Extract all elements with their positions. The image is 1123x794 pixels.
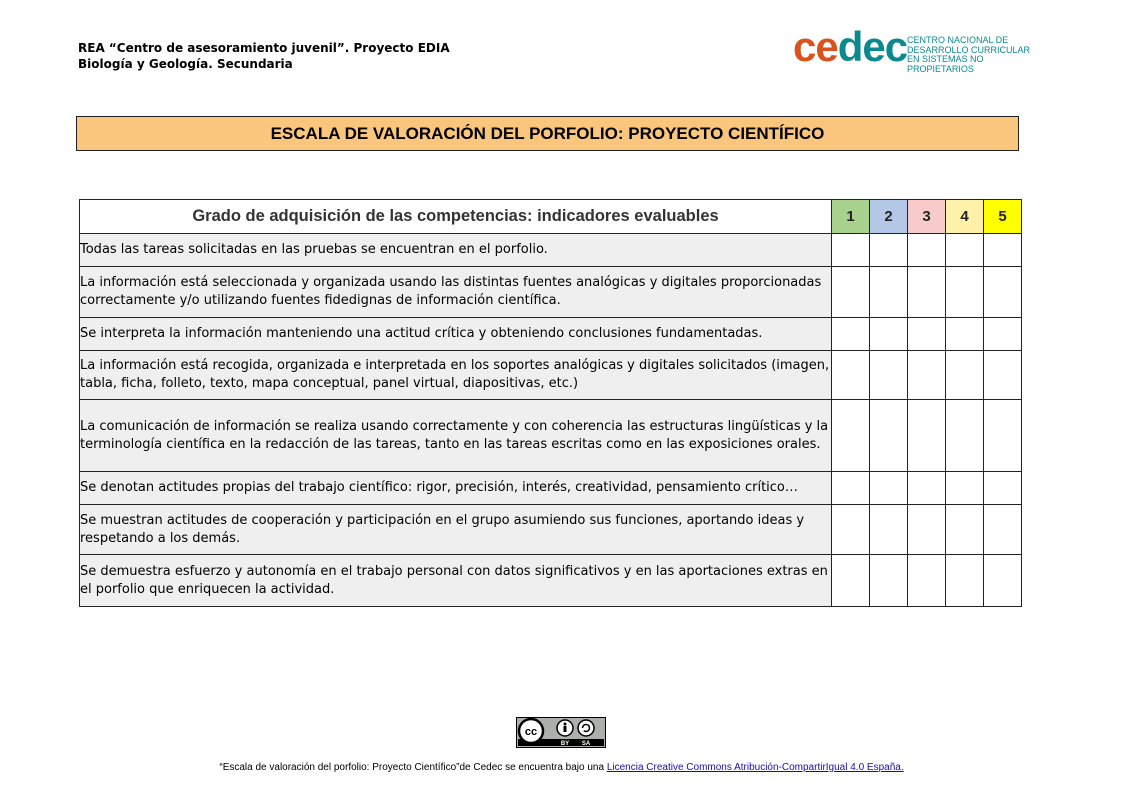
score-cell-2[interactable] [870,351,908,400]
score-cell-3[interactable] [908,318,946,351]
score-cell-5[interactable] [984,351,1022,400]
score-cell-5[interactable] [984,505,1022,555]
indicator-text: Se demuestra esfuerzo y autonomía en el trabajo personal con datos significativos y en las aportaciones extras en el porfolio que enriquecen la actividad. [80,555,832,607]
score-cell-1[interactable] [832,400,870,472]
score-cell-4[interactable] [946,267,984,318]
score-cell-2[interactable] [870,555,908,607]
table-row [80,318,1022,351]
indicator-text: La información está seleccionada y organizada usando las distintas fuentes analógicas y digitales proporcionadas correctamente y/o utilizando fuentes fidedignas de información científica. [80,267,832,318]
score-cell-5[interactable] [984,472,1022,505]
license-link[interactable]: Licencia Creative Commons Atribución-CompartirIgual 4.0 España. [606,762,904,773]
indicator-text: La comunicación de información se realiza usando correctamente y con coherencia las estructuras lingüísticas y la terminología científica en la redacción de las tareas, tanto en las tareas escritas como en las exposiciones orales. [80,400,832,472]
table-row [80,400,1022,472]
table-row [80,472,1022,505]
score-cell-2[interactable] [870,400,908,472]
logo-subtitle: CENTRO NACIONAL DE DESARROLLO CURRICULAR EN SISTEMAS NO PROPIETARIOS [907,35,1031,74]
indicator-text: La información está recogida, organizada e interpretada en los soportes analógicas y digitales solicitados (imagen, tabla, ficha, folleto, texto, mapa conceptual, panel virtual, diapositivas, etc.) [80,351,832,400]
score-cell-4[interactable] [946,472,984,505]
score-cell-4[interactable] [946,234,984,267]
score-cell-5[interactable] [984,267,1022,318]
score-cell-4[interactable] [946,400,984,472]
header-line-2: Biología y Geología. Secundaria [78,57,293,71]
score-cell-1[interactable] [832,505,870,555]
table-row [80,267,1022,318]
level-4-header: 4 [946,200,984,234]
score-cell-1[interactable] [832,472,870,505]
license-footer [0,762,1123,773]
score-cell-4[interactable] [946,351,984,400]
score-cell-1[interactable] [832,267,870,318]
cedec-logo [793,23,1043,74]
document-header [78,40,450,72]
level-3-header: 3 [908,200,946,234]
evaluation-table [79,199,1022,607]
score-cell-4[interactable] [946,505,984,555]
indicators-header: Grado de adquisición de las competencias: indicadores evaluables [80,200,832,234]
score-cell-3[interactable] [908,555,946,607]
score-cell-5[interactable] [984,555,1022,607]
table-header-row [80,200,1022,234]
score-cell-1[interactable] [832,351,870,400]
score-cell-5[interactable] [984,400,1022,472]
score-cell-3[interactable] [908,351,946,400]
score-cell-2[interactable] [870,472,908,505]
score-cell-1[interactable] [832,318,870,351]
cc-sa-label: SA [581,741,591,747]
score-cell-3[interactable] [908,400,946,472]
score-cell-2[interactable] [870,318,908,351]
indicator-text: Se interpreta la información manteniendo una actitud crítica y obteniendo conclusiones fundamentadas. [80,318,832,351]
score-cell-2[interactable] [870,267,908,318]
license-text: “Escala de valoración del porfolio: Proyecto Científico”de Cedec se encuentra bajo una [219,762,607,773]
cc-by-label: BY [560,741,570,747]
score-cell-5[interactable] [984,234,1022,267]
score-cell-5[interactable] [984,318,1022,351]
score-cell-3[interactable] [908,234,946,267]
indicator-text: Todas las tareas solicitadas en las pruebas se encuentran en el porfolio. [80,234,832,267]
score-cell-1[interactable] [832,234,870,267]
svg-text:cc: cc [524,726,538,738]
page-title: ESCALA DE VALORACIÓN DEL PORFOLIO: PROYECTO CIENTÍFICO [76,116,1019,151]
score-cell-3[interactable] [908,472,946,505]
score-cell-2[interactable] [870,505,908,555]
score-cell-4[interactable] [946,318,984,351]
score-cell-3[interactable] [908,267,946,318]
cc-license-badge [516,717,606,748]
level-1-header: 1 [832,200,870,234]
score-cell-4[interactable] [946,555,984,607]
indicator-text: Se muestran actitudes de cooperación y participación en el grupo asumiendo sus funciones, aportando ideas y respetando a los demás. [80,505,832,555]
level-5-header: 5 [984,200,1022,234]
score-cell-1[interactable] [832,555,870,607]
table-row [80,505,1022,555]
logo-wordmark: cedec [793,23,908,70]
table-row [80,234,1022,267]
cc-by-sa-icon [516,717,606,748]
header-line-1: REA “Centro de asesoramiento juvenil”. Proyecto EDIA [78,41,450,55]
level-2-header: 2 [870,200,908,234]
score-cell-2[interactable] [870,234,908,267]
table-row [80,351,1022,400]
table-row [80,555,1022,607]
score-cell-3[interactable] [908,505,946,555]
indicator-text: Se denotan actitudes propias del trabajo científico: rigor, precisión, interés, creatividad, pensamiento crítico… [80,472,832,505]
